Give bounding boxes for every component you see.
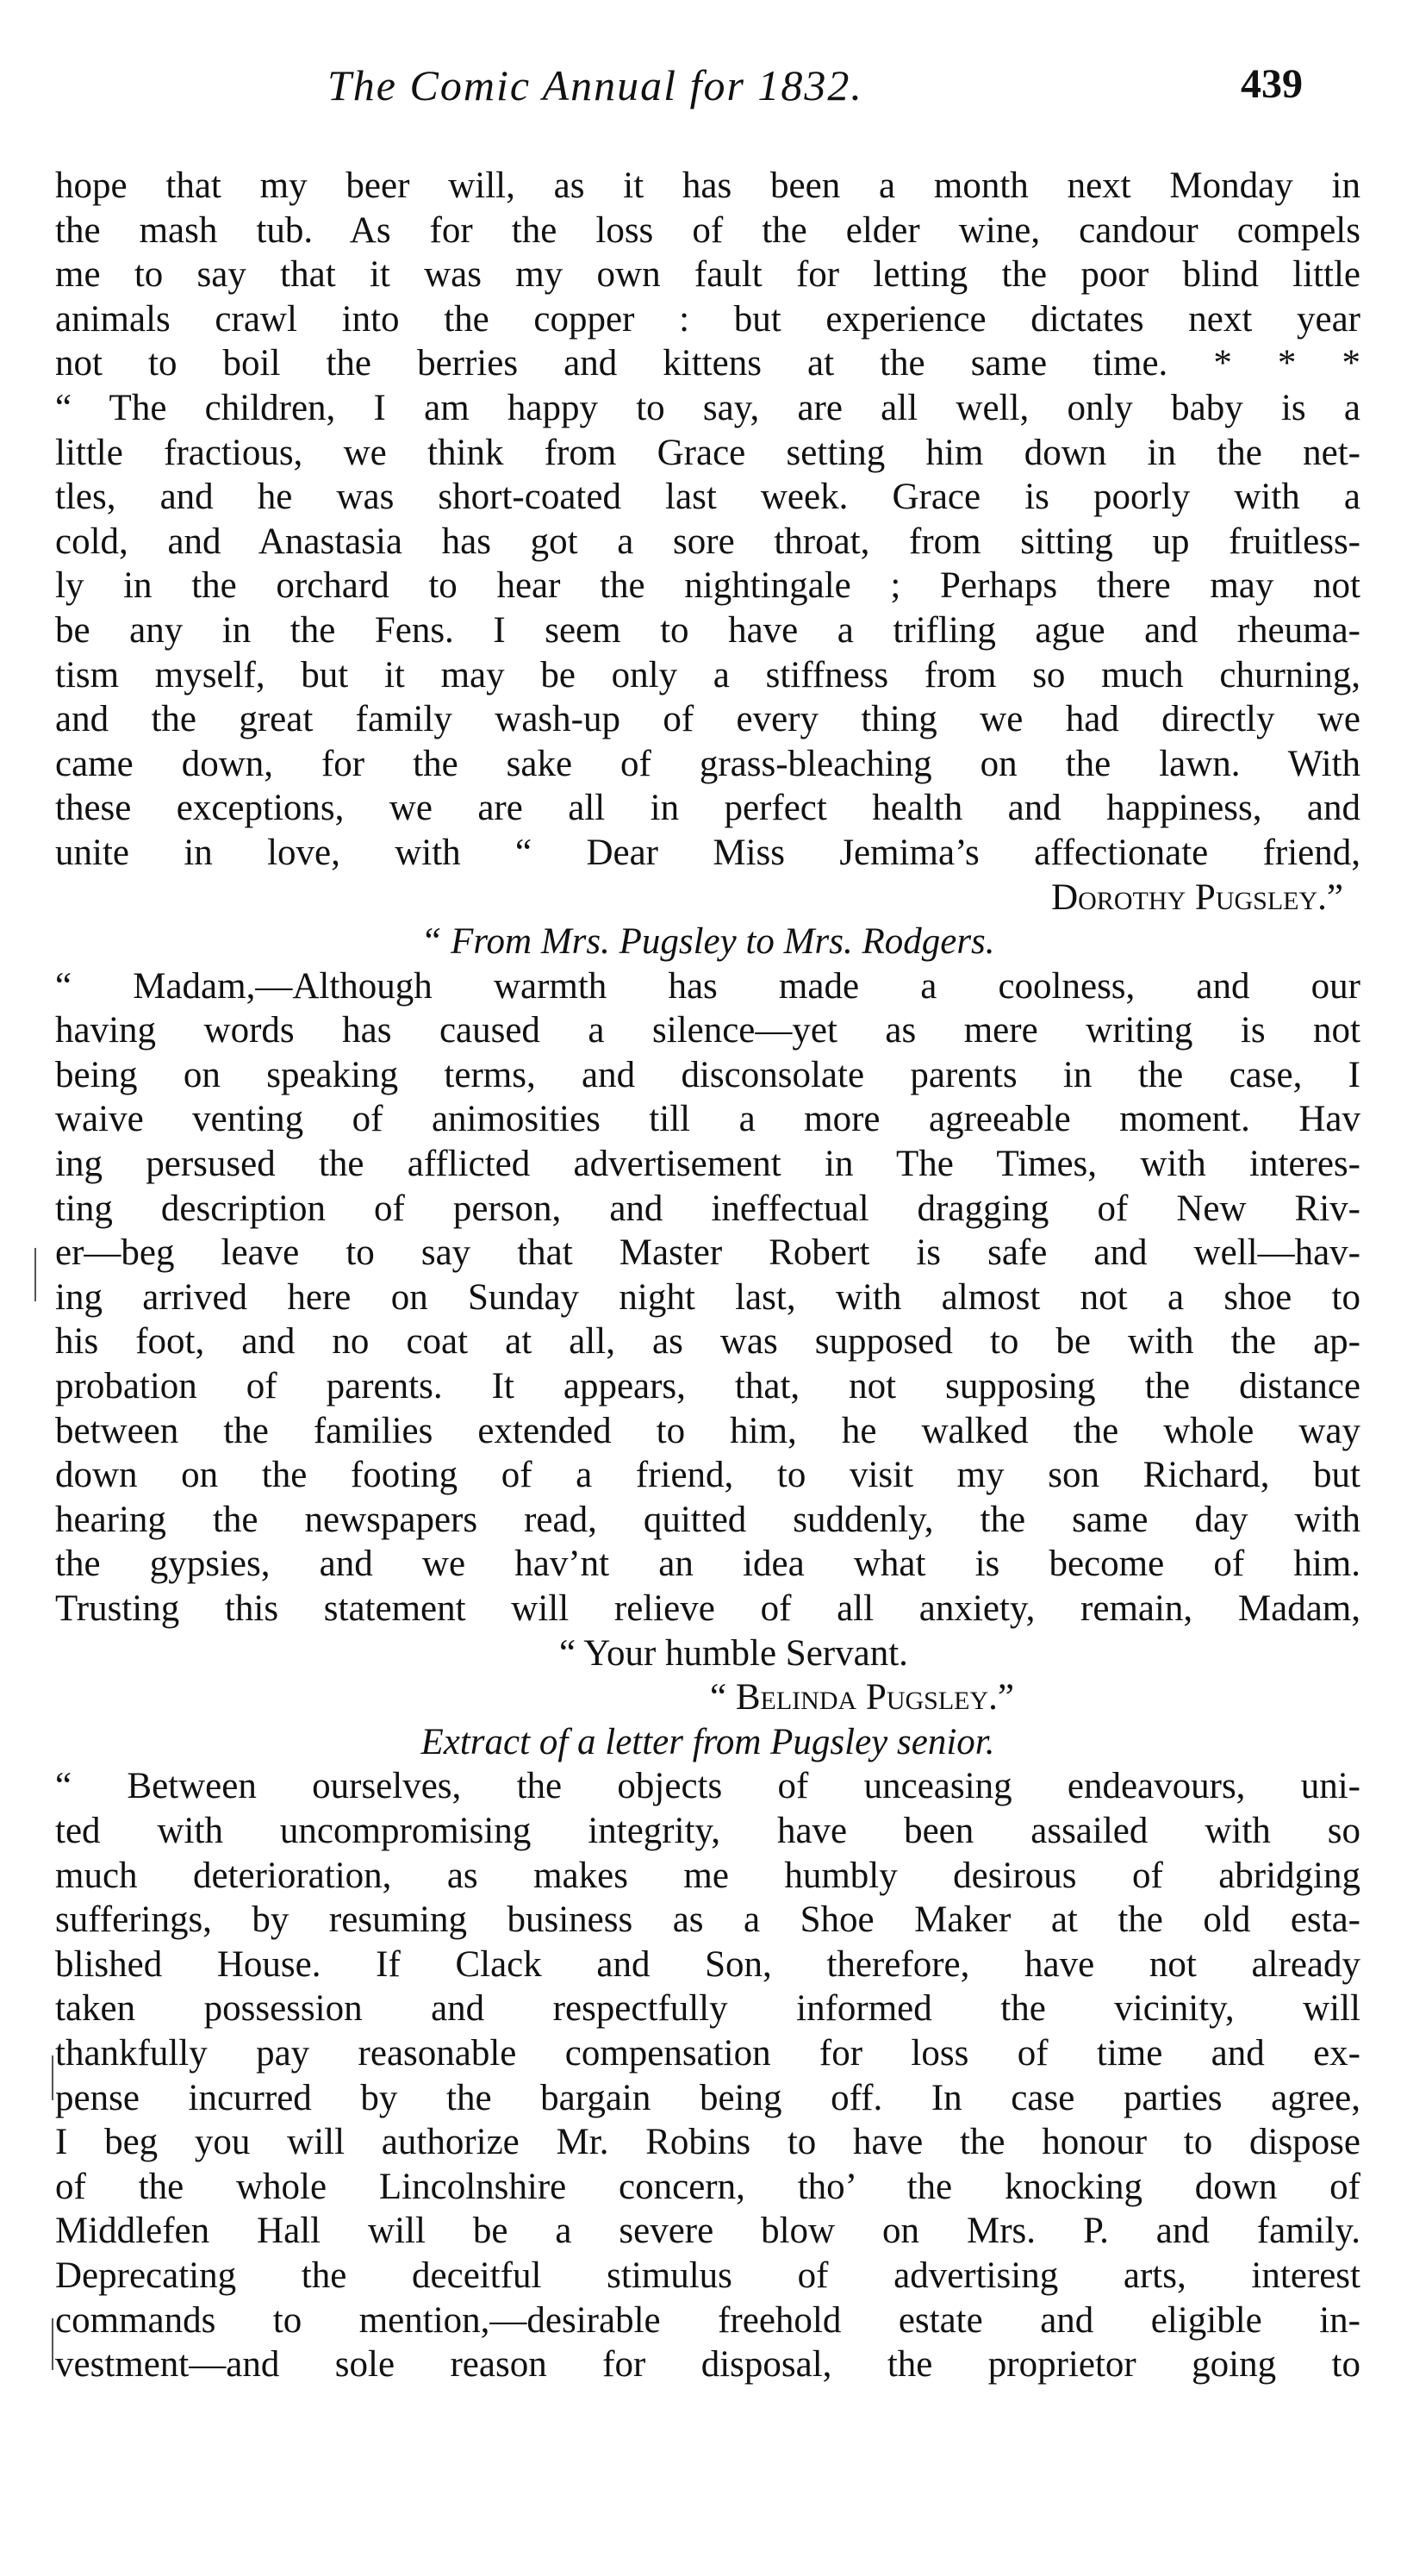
text-line: ly in the orchard to hear the nightingale ; Perhaps there may not: [55, 565, 1360, 607]
text-line: tism myself, but it may be only a stiffness from so much churning,: [55, 654, 1360, 695]
text-line: thankfully pay reasonable compensation for loss of time and ex-: [55, 2032, 1360, 2074]
text-line: tles, and he was short-coated last week. Grace is poorly with a: [55, 477, 1360, 518]
margin-mark: [52, 2318, 53, 2370]
text-line: taken possession and respectfully informed the vicinity, will: [55, 1988, 1360, 2030]
text-line: animals crawl into the copper : but experience dictates next year: [55, 298, 1360, 340]
text-line: his foot, and no coat at all, as was supposed to be with the ap-: [55, 1321, 1360, 1363]
text-line: Deprecating the deceitful stimulus of advertising arts, interest: [55, 2255, 1360, 2296]
text-line: er—beg leave to say that Master Robert is safe and well—hav-: [55, 1232, 1360, 1274]
text-line: commands to mention,—desirable freehold estate and eligible in-: [55, 2299, 1360, 2341]
text-line: being on speaking terms, and disconsolate parents in the case, I: [55, 1054, 1360, 1095]
text-line: unite in love, with “ Dear Miss Jemima’s affectionate friend,: [55, 832, 1360, 873]
text-line: “ Between ourselves, the objects of unceasing endeavours, uni-: [55, 1766, 1360, 1807]
text-line: ting description of person, and ineffectual dragging of New Riv-: [55, 1188, 1360, 1229]
text-line: Middlefen Hall will be a severe blow on Mrs. P. and family.: [55, 2211, 1360, 2252]
text-line: between the families extended to him, he walked the whole way: [55, 1410, 1360, 1451]
closing-line: “ Your humble Servant.: [559, 1632, 908, 1674]
text-line: much deterioration, as makes me humbly desirous of abridging: [55, 1855, 1360, 1896]
text-line: Trusting this statement will relieve of all anxiety, remain, Madam,: [55, 1588, 1360, 1629]
text-line: me to say that it was my own fault for letting the poor blind little: [55, 254, 1360, 296]
text-line: the gypsies, and we hav’nt an idea what is become of him.: [55, 1544, 1360, 1585]
text-line: be any in the Fens. I seem to have a trifling ague and rheuma-: [55, 609, 1360, 651]
text-line: blished House. If Clack and Son, therefore, have not already: [55, 1943, 1360, 1985]
text-line: having words has caused a silence—yet as mere writing is not: [55, 1010, 1360, 1051]
text-line: and the great family wash-up of every thing we had directly we: [55, 699, 1360, 740]
text-line: ted with uncompromising integrity, have been assailed with so: [55, 1810, 1360, 1851]
text-line: I beg you will authorize Mr. Robins to have the honour to dispose: [55, 2122, 1360, 2163]
text-line: sufferings, by resuming business as a Shoe Maker at the old esta-: [55, 1899, 1360, 1941]
text-line: of the whole Lincolnshire concern, tho’ the knocking down of: [55, 2166, 1360, 2207]
text-line: vestment—and sole reason for disposal, the proprietor going to: [55, 2344, 1360, 2386]
text-line: these exceptions, we are all in perfect health and happiness, and: [55, 788, 1360, 829]
body-text: [55, 164, 1360, 2387]
page-header: [0, 60, 1407, 129]
text-line: “ The children, I am happy to say, are all well, only baby is a: [55, 387, 1360, 428]
margin-mark: [34, 1248, 36, 1301]
running-head: The Comic Annual for 1832.: [327, 61, 863, 109]
text-line: little fractious, we think from Grace setting him down in the net-: [55, 432, 1360, 473]
text-line: “ Madam,—Although warmth has made a coolness, and our: [55, 965, 1360, 1007]
text-line: probation of parents. It appears, that, not supposing the distance: [55, 1366, 1360, 1407]
text-line: pense incurred by the bargain being off. In case parties agree,: [55, 2077, 1360, 2118]
signature-dorothy: Dorothy Pugsley.”: [1051, 876, 1343, 918]
text-line: cold, and Anastasia has got a sore throat, from sitting up fruitless-: [55, 521, 1360, 562]
text-line: the mash tub. As for the loss of the elder wine, candour compels: [55, 209, 1360, 251]
text-line: ing arrived here on Sunday night last, with almost not a shoe to: [55, 1276, 1360, 1318]
section-heading: “ From Mrs. Pugsley to Mrs. Rodgers.: [420, 921, 995, 963]
text-line: down on the footing of a friend, to visit my son Richard, but: [55, 1455, 1360, 1496]
text-line: hearing the newspapers read, quitted suddenly, the same day with: [55, 1499, 1360, 1540]
text-line: ing persused the afflicted advertisement in The Times, with interes-: [55, 1144, 1360, 1185]
text-line: waive venting of animosities till a more agreeable moment. Hav: [55, 1099, 1360, 1140]
text-line: came down, for the sake of grass-bleaching on the lawn. With: [55, 743, 1360, 784]
page-number: 439: [1241, 61, 1303, 107]
margin-mark: [52, 2055, 53, 2100]
text-line: hope that my beer will, as it has been a month next Monday in: [55, 165, 1360, 206]
section-heading: Extract of a letter from Pugsley senior.: [420, 1721, 995, 1762]
signature-belinda: “ Belinda Pugsley.”: [710, 1677, 1014, 1718]
text-line: not to boil the berries and kittens at the same time. * * *: [55, 343, 1360, 384]
